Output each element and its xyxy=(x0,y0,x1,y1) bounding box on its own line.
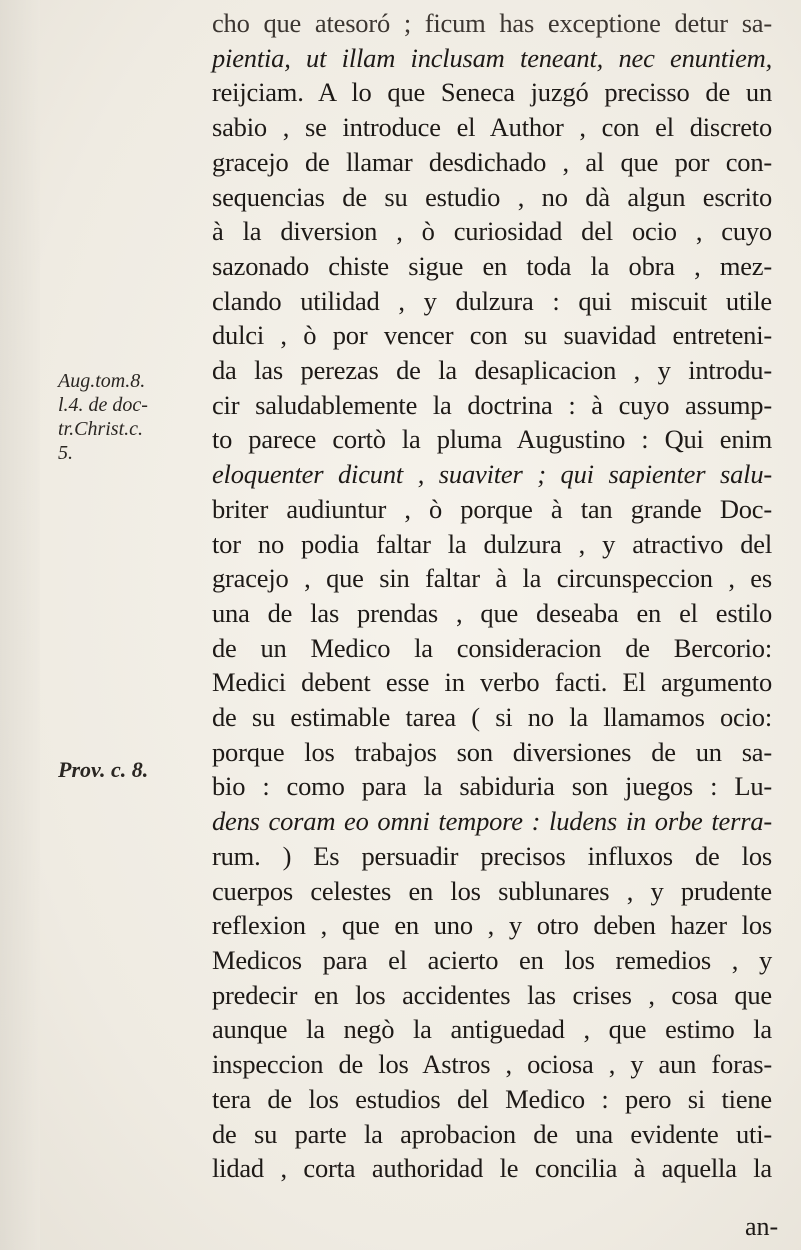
text-line: Medicos para el acierto en los remedios , y xyxy=(212,944,772,975)
text-line: porque los trabajos son diversiones de un sa- xyxy=(212,736,772,767)
margin-note-line: Aug.tom.8. xyxy=(58,370,146,392)
text-line: eloquenter dicunt , suaviter ; qui sapienter salu- xyxy=(212,459,772,490)
text-line: predecir en los accidentes las crises , cosa que xyxy=(212,979,772,1010)
text-line: de su estimable tarea ( si no la llamamos ocio: xyxy=(212,702,772,733)
text-line: da las perezas de la desaplicacion , y introdu- xyxy=(212,355,772,386)
main-text-block xyxy=(212,6,772,1186)
text-line: tera de los estudios del Medico : pero si tiene xyxy=(212,1083,772,1114)
text-line: cir saludablemente la doctrina : à cuyo assump- xyxy=(212,389,772,420)
text-line: lidad , corta authoridad le concilia à aquella la xyxy=(212,1153,772,1184)
text-line: à la diversion , ò curiosidad del ocio , cuyo xyxy=(212,216,772,247)
text-line: briter audiuntur , ò porque à tan grande Doc- xyxy=(212,493,772,524)
text-line: tor no podia faltar la dulzura , y atractivo del xyxy=(212,528,772,559)
margin-note-line: 5. xyxy=(58,442,73,464)
text-line: reflexion , que en uno , y otro deben hazer los xyxy=(212,910,772,941)
text-line: inspeccion de los Astros , ociosa , y aun foras- xyxy=(212,1049,772,1080)
text-line: de su parte la aprobacion de una evidente uti- xyxy=(212,1118,772,1149)
text-line: cho que atesoró ; ficum has exceptione detur sa- xyxy=(212,8,772,38)
text-line: de un Medico la consideracion de Bercorio: xyxy=(212,632,772,663)
text-line: rum. ) Es persuadir precisos influxos de los xyxy=(212,840,772,871)
text-line: dens coram eo omni tempore : ludens in orbe terra- xyxy=(212,806,772,837)
text-line: cuerpos celestes en los sublunares , y prudente xyxy=(212,875,772,906)
page-gutter-shadow xyxy=(0,0,40,1250)
text-line: reijciam. A lo que Seneca juzgó precisso de un xyxy=(212,77,772,108)
text-line: pientia, ut illam inclusam teneant, nec enuntiem, xyxy=(212,42,772,73)
text-line: Medici debent esse in verbo facti. El argumento xyxy=(212,667,772,698)
text-line: sazonado chiste sigue en toda la obra , mez- xyxy=(212,250,772,281)
text-line: dulci , ò por vencer con su suavidad entreteni- xyxy=(212,320,772,351)
text-line: bio : como para la sabiduria son juegos : Lu- xyxy=(212,771,772,802)
margin-note-line: tr.Christ.c. xyxy=(58,418,144,440)
margin-note-line: l.4. de doc- xyxy=(58,394,148,416)
text-line: aunque la negò la antiguedad , que estimo la xyxy=(212,1014,772,1045)
text-line: gracejo de llamar desdichado , al que por con- xyxy=(212,146,772,177)
catchword: an- xyxy=(745,1212,779,1241)
text-line: sequencias de su estudio , no dà algun escrito xyxy=(212,181,772,212)
margin-note-augustine xyxy=(58,369,148,465)
text-line: to parece cortò la pluma Augustino : Qui enim xyxy=(212,424,772,455)
text-line: sabio , se introduce el Author , con el discreto xyxy=(212,112,772,143)
text-line: clando utilidad , y dulzura : qui miscuit utile xyxy=(212,285,772,316)
text-line: una de las prendas , que deseaba en el estilo xyxy=(212,597,772,628)
text-line: gracejo , que sin faltar à la circunspeccion , es xyxy=(212,563,772,594)
margin-note-proverbs: Prov. c. 8. xyxy=(58,757,149,782)
